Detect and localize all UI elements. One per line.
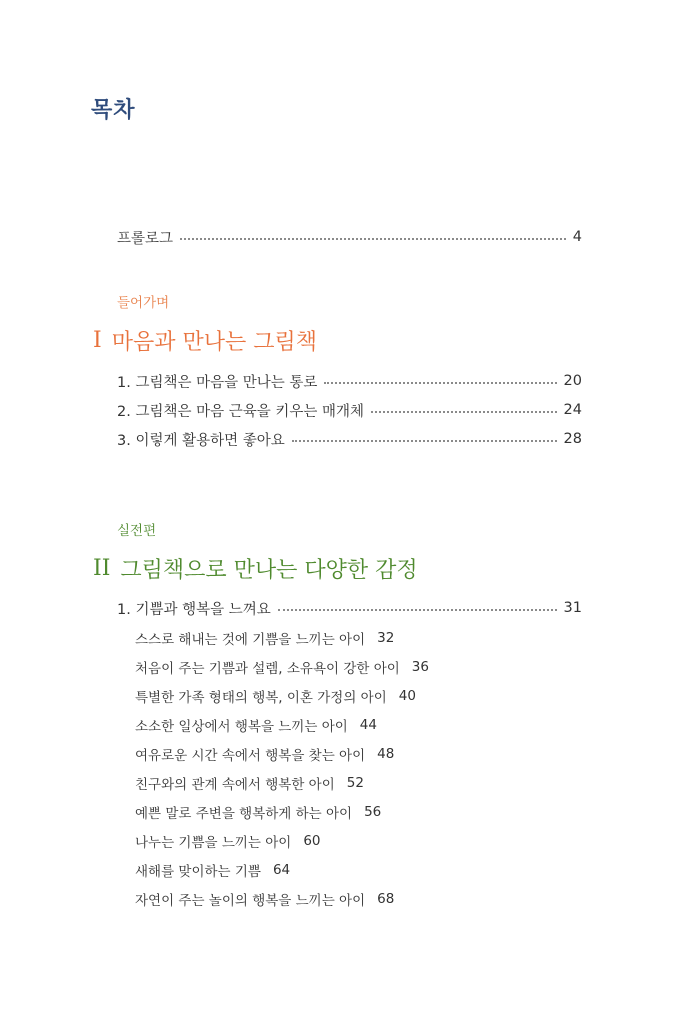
toc-page-number: 68 [377,891,395,907]
dot-leader [371,411,557,413]
toc-sub-entry[interactable] [135,773,364,793]
part-title-text: 마음과 만나는 그림책 [111,329,317,355]
toc-entry-label: 1. 기쁨과 행복을 느껴요 [117,601,271,618]
toc-entry-label: 3. 이렇게 활용하면 좋아요 [117,432,285,449]
toc-sub-entry-label: 특별한 가족 형태의 행복, 이혼 가정의 아이 [135,690,387,706]
toc-entry-prologue[interactable] [117,226,582,248]
toc-sub-entry-label: 소소한 일상에서 행복을 느끼는 아이 [135,719,348,735]
toc-sub-entry[interactable] [135,657,429,677]
toc-sub-entry-label: 예쁜 말로 주변을 행복하게 하는 아이 [135,806,353,822]
dot-leader [292,440,557,442]
toc-sub-entry-label: 나누는 기쁨을 느끼는 아이 [135,835,292,851]
toc-sub-entry[interactable] [135,686,416,706]
toc-entry[interactable] [117,399,582,421]
toc-sub-entry[interactable] [135,860,290,880]
toc-sub-entry-label: 처음이 주는 기쁨과 설렘, 소유욕이 강한 아이 [135,661,400,677]
dot-leader [180,238,566,240]
toc-entry-label: 2. 그림책은 마음 근육을 키우는 매개체 [117,403,364,420]
toc-page-number: 40 [398,688,416,704]
toc-entry-label: 프롤로그 [117,230,174,247]
toc-entry-label: 1. 그림책은 마음을 만나는 통로 [117,374,318,391]
part-numeral: I [93,327,102,353]
toc-page-number: 64 [272,862,291,878]
toc-sub-entry-label: 자연이 주는 놀이의 행복을 느끼는 아이 [135,893,366,909]
dot-leader [324,382,556,384]
toc-sub-entry[interactable] [135,628,394,648]
toc-page-number: 44 [359,717,377,733]
toc-page-number: 60 [303,833,321,849]
part-title-2 [93,553,418,583]
toc-entry[interactable] [117,428,582,450]
toc-entry[interactable] [117,370,582,392]
toc-page-number: 24 [563,402,582,418]
toc-sub-entry-label: 여유로운 시간 속에서 행복을 찾는 아이 [135,748,366,764]
toc-page-number: 52 [346,775,364,791]
toc-page-number: 32 [377,630,395,646]
section-label-intro: 들어가며 [117,295,170,311]
part-title-text: 그림책으로 만나는 다양한 감정 [120,557,418,583]
toc-page-number: 56 [364,804,382,820]
toc-page-number: 48 [377,746,395,762]
toc-sub-entry[interactable] [135,831,321,851]
toc-sub-entry[interactable] [135,889,394,909]
section-label-practice: 실전편 [117,523,157,539]
toc-sub-entry-label: 새해를 맞이하는 기쁨 [135,864,261,880]
toc-page-number: 20 [563,373,582,389]
toc-page-number: 4 [572,229,582,245]
toc-chapter-entry[interactable] [117,597,582,619]
part-title-1 [93,325,317,355]
toc-sub-entry-label: 친구와의 관계 속에서 행복한 아이 [135,777,335,793]
toc-page-number: 36 [411,659,429,675]
dot-leader [278,609,557,611]
toc-sub-entry[interactable] [135,744,394,764]
toc-sub-entry[interactable] [135,715,377,735]
page-title: 목차 [91,98,136,123]
toc-page-number: 31 [563,600,582,616]
toc-sub-entry-label: 스스로 해내는 것에 기쁨을 느끼는 아이 [135,632,366,648]
part-numeral: II [93,555,111,581]
toc-page-number: 28 [563,431,582,447]
toc-sub-entry[interactable] [135,802,381,822]
